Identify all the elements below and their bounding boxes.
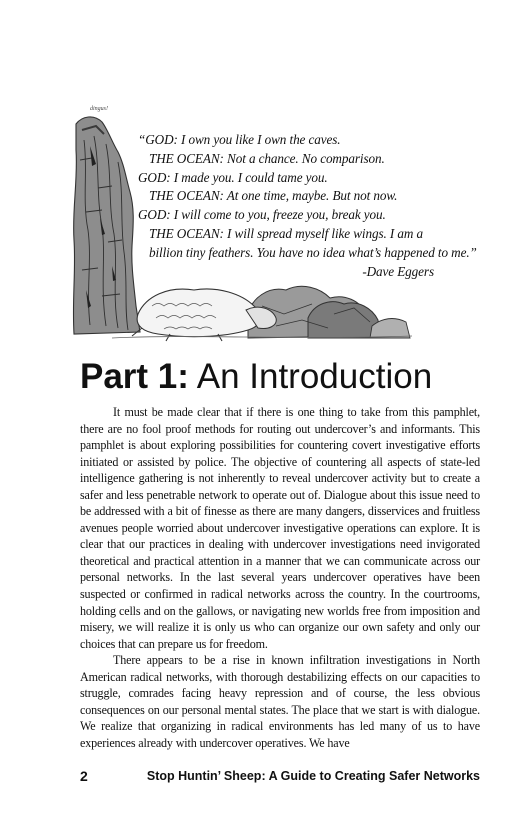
body-text [80, 404, 480, 751]
body-paragraph: There appears to be a rise in known infiltration investigations in North American radical networks, with thorough destabilizing effects on our capacities to struggle, comrades facing heavy repression and of course, the less obvious consequences on our personal mental states. The place that we start is with dialogue. We realize that organizing in radical environments has led many of us to have experiences already with undercover operatives. We have [80, 653, 480, 750]
section-heading [80, 356, 432, 398]
quote-line: GOD: I will come to you, freeze you, break you. [138, 207, 386, 223]
quote-line: billion tiny feathers. You have no idea what’s happened to me.” [149, 244, 477, 260]
quote-line: THE OCEAN: At one time, maybe. But not now. [149, 188, 398, 204]
quote-line: THE OCEAN: I will spread myself like wings. I am a [149, 225, 423, 241]
heading-subtitle: An Introduction [188, 357, 433, 396]
quote-attribution: -Dave Eggers [362, 263, 434, 279]
heading-part-label: Part 1: [80, 357, 189, 396]
page-number: 2 [80, 768, 88, 784]
quote-line: GOD: I made you. I could tame you. [138, 169, 328, 185]
quote-line: THE OCEAN: Not a chance. No comparison. [149, 150, 385, 166]
epigraph-quote [138, 131, 478, 281]
body-paragraph: It must be made clear that if there is one thing to take from this pamphlet, there are no fool proof methods for routing out undercover’s and informants. This pamphlet is about exploring possibilities for countering covert investigative efforts initiated or assisted by police. The objective of countering all aspects of state-led intelligence gathering is not inherently to reveal undercover activity but to create a safer and less penetrable network to operate out of. Dialogue about this issue need to be addressed with a bit of finesse as there are many dangers, disservices and fruitless avenues people worried about undercover investigative operations can explore. It is clear that our practices in dealing with undercover investigations need invigorated theoretical and practical attention in a manner that we can communicate across our personal networks. In the last several years undercover operatives have been suspected or confirmed in radical networks across the country. In the courtrooms, holding cells and on the gallows, or navigating new worlds free from imposition and misery, we will realize it is only us who can organize our own safety and only our choices that can prepare us for freedom. [80, 405, 480, 651]
quote-line: “GOD: I own you like I own the caves. [138, 132, 341, 147]
artist-signature: dingus! [90, 106, 108, 112]
running-title: Stop Huntin’ Sheep: A Guide to Creating Safer Networks [146, 769, 480, 783]
